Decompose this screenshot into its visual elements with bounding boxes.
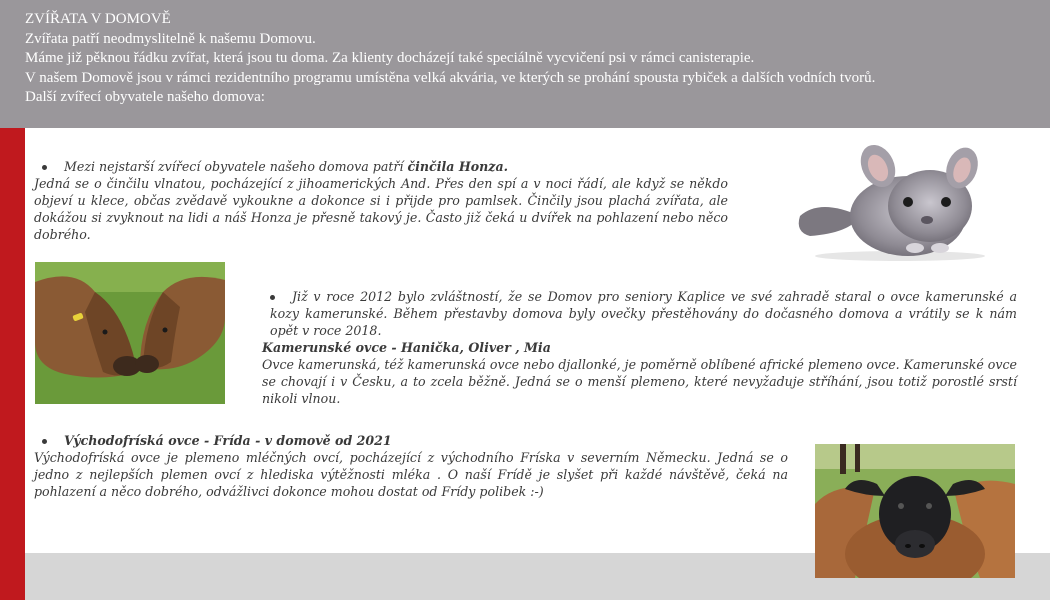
bullet-item	[34, 432, 788, 449]
intro-line: Zvířata patří neodmyslitelně k našemu Domovu.	[25, 30, 316, 47]
bullet-item	[34, 158, 728, 175]
bullet-bold-text: činčila Honza.	[407, 159, 508, 174]
bullet-text: Již v roce 2012 bylo zvláštností, že se Domov pro seniory Kaplice ve své zahradě staral o ovce kamerunské a kozy kamerunské. Během přestavby domova byly ovečky přestěhovány do dočasného domova a vrátily se k nám opět v roce 2018.	[270, 289, 1017, 338]
bullet-icon	[42, 432, 50, 437]
section-cameroon-sheep	[262, 288, 1017, 407]
section-body: Jedná se o činčilu vlnatou, pocházející z jihoamerických And. Přes den spí a v noci řádí, ale když se někdo objeví u klece, občas zvědavě vykoukne a dokonce si i přijde pro pamlsek. Činčily jsou plachá zvířata, ale dokážou si zvyknout na lidi a náš Honza je přesně takový je. Často již čeká u dvířek na pohlazení nebo něco dobrého.	[34, 176, 728, 242]
bullet-text: Mezi nejstarší zvířecí obyvatele našeho domova patří	[64, 159, 408, 174]
cameroon-sheep-photo	[35, 262, 225, 404]
bullet-item	[262, 288, 1017, 339]
chinchilla-icon	[790, 128, 995, 263]
header-banner	[0, 0, 1050, 128]
section-body: Východofríská ovce je plemeno mléčných ovcí, pocházející z východního Fríska v severním Německu. Jedná se o jedno z nejlepších plemen ovcí z hlediska výtěžnosti mléka . O naší Frídě je slyšet při každé návštěvě, čeká na pohlazení a něco dobrého, odvážlivci dokonce mohou dostat od Frídy polibek :-)	[34, 450, 788, 499]
left-accent-bar	[0, 128, 25, 600]
intro-line: Další zvířecí obyvatele našeho domova:	[25, 89, 265, 105]
intro-line: V našem Domově jsou v rámci rezidentního programu umístěna velká akvária, ve kterých se prohání spousta rybiček a dalších vodních tvorů.	[25, 69, 876, 86]
page-title: ZVÍŘATA V DOMOVĚ	[25, 11, 171, 27]
bullet-icon	[42, 158, 50, 163]
bullet-icon	[270, 288, 278, 293]
chinchilla-photo	[790, 128, 995, 263]
sheep-names	[262, 339, 1017, 356]
section-body: Ovce kamerunská, též kamerunská ovce nebo djallonké, je poměrně oblíbené africké plemeno ovce. Kamerunské ovce se chovají i v Česku, a to zcela běžně. Jedná se o menší plemeno, které nevyžaduje stříhání, jsou totiž porostlé srstí nikoli vlnou.	[262, 357, 1017, 406]
black-faced-sheep-photo	[815, 444, 1015, 578]
sheep-names-bold: Kamerunské ovce - Hanička, Oliver , Mia	[262, 340, 551, 355]
black-sheep-icon	[815, 444, 1015, 578]
bullet-bold-text: Východofríská ovce - Frída - v domově od 2021	[64, 433, 392, 448]
section-east-friesian-sheep	[34, 432, 788, 500]
intro-line: Máme již pěknou řádku zvířat, která jsou tu doma. Za klienty docházejí také speciálně vycvičení psi v rámci canisterapie.	[25, 50, 755, 66]
sheep-pair-icon	[35, 262, 225, 404]
section-chinchilla	[34, 158, 728, 243]
